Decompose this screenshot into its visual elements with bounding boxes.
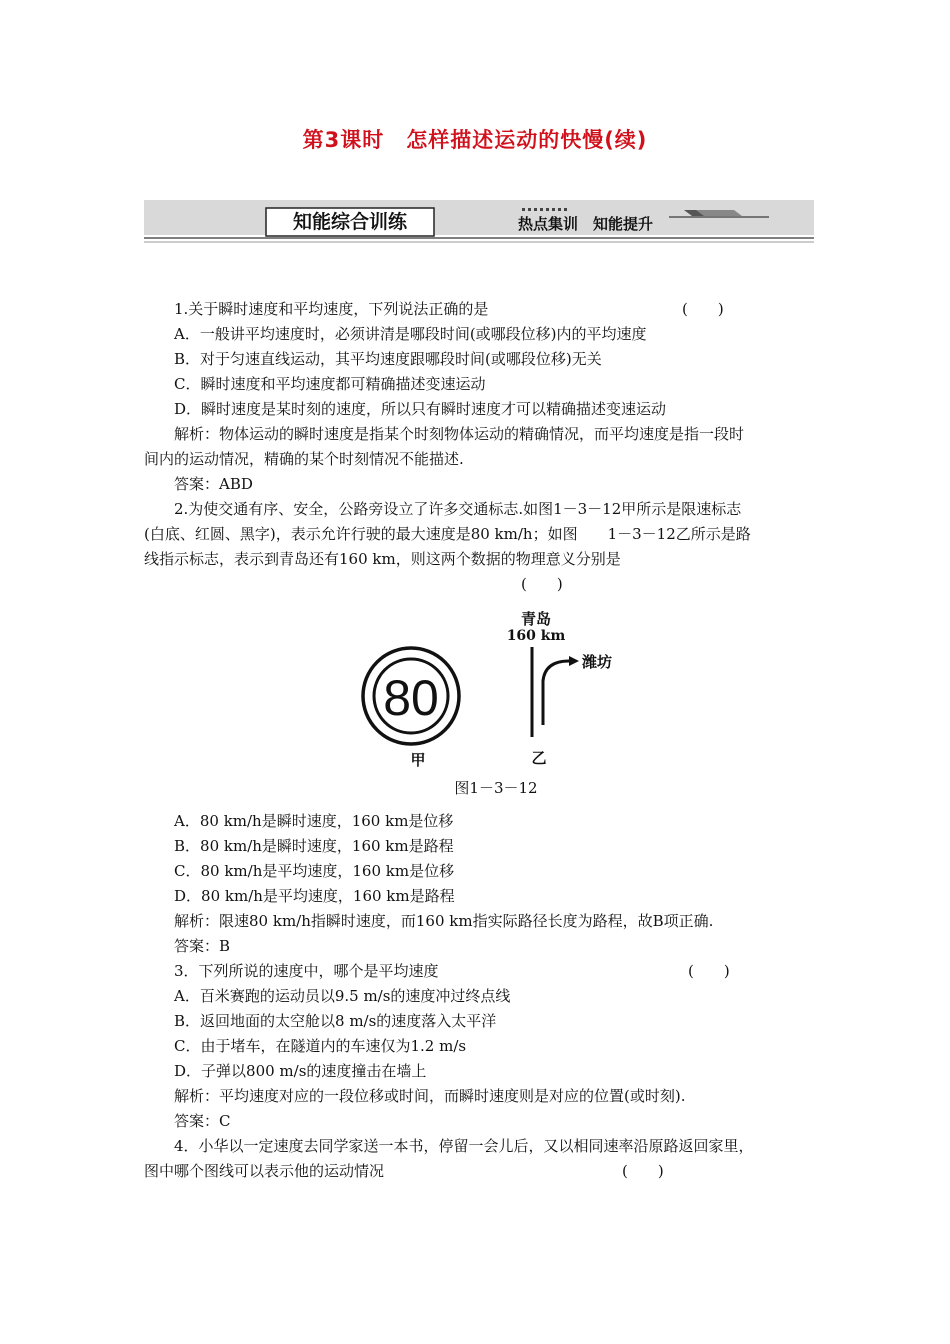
question-2-stem: 2.为使交通有序、安全，公路旁设立了许多交通标志.如图1－3－12甲所示是限速标志 <box>174 500 742 518</box>
q2-analysis: 解析：限速80 km/h指瞬时速度，而160 km指实际路径长度为路程，故B项正确. <box>174 912 714 930</box>
q2-option-b: B．80 km/h是瞬时速度，160 km是路程 <box>174 837 454 855</box>
banner-label: 知能综合训练 <box>292 211 407 233</box>
banner-background <box>144 200 814 244</box>
question-2-bracket-line <box>174 572 814 597</box>
q1-analysis: 解析：物体运动的瞬时速度是指某个时刻物体运动的精确情况，而平均速度是指一段时 <box>174 425 745 443</box>
q1-option-b: B．对于匀速直线运动，其平均速度跟哪段时间(或哪段位移)无关 <box>174 350 602 368</box>
q1-option-a: A．一般讲平均速度时，必须讲清是哪段时间(或哪段位移)内的平均速度 <box>174 325 647 343</box>
q1-option-d: D．瞬时速度是某时刻的速度，所以只有瞬时速度才可以精确描述变速运动 <box>174 400 667 418</box>
qingdao-label: 青岛 <box>520 610 552 628</box>
answer-bracket: ( ) <box>682 300 724 318</box>
q2-option-d: D．80 km/h是平均速度，160 km是路程 <box>174 887 455 905</box>
q3-option-b: B．返回地面的太空舱以8 m/s的速度落入太平洋 <box>174 1012 497 1030</box>
q3-option-d: D．子弹以800 m/s的速度撞击在墙上 <box>174 1062 427 1080</box>
question-2-stem-end: 线指示标志，表示到青岛还有160 km，则这两个数据的物理意义分别是 <box>144 550 621 568</box>
q2-option-a: A．80 km/h是瞬时速度，160 km是位移 <box>174 812 454 830</box>
figure-1-3-12 <box>174 597 814 809</box>
weifang-label: 潍坊 <box>582 653 613 671</box>
question-2-stem-cont: (白底、红圆、黑字)，表示允许行驶的最大速度是80 km/h；如图 1－3－12乙所示是路 <box>144 525 751 543</box>
route-sign <box>532 647 579 737</box>
q1-analysis-cont: 间内的运动情况，精确的某个时刻情况不能描述. <box>144 450 464 468</box>
q2-answer: 答案：B <box>174 937 231 955</box>
distance-label: 160 km <box>506 628 566 644</box>
question-4-stem-cont: 图中哪个图线可以表示他的运动情况 ( ) <box>144 1159 814 1184</box>
q3-option-a: A．百米赛跑的运动员以9.5 m/s的速度冲过终点线 <box>174 987 511 1005</box>
q3-option-c: C．由于堵车，在隧道内的车速仅为1.2 m/s <box>174 1037 467 1055</box>
banner-subtitle: 热点集训 知能提升 <box>518 215 654 233</box>
speed-limit-sign <box>363 648 459 744</box>
speed-limit-value: 80 <box>383 670 439 726</box>
answer-bracket: ( ) <box>688 962 730 980</box>
question-4-stem: 4．小华以一定速度去同学家送一本书，停留一会儿后，又以相同速率沿原路返回家里， <box>174 1137 754 1155</box>
question-1-stem: 1.关于瞬时速度和平均速度，下列说法正确的是 ( ) <box>174 297 814 322</box>
figure-caption: 图1－3－12 <box>454 779 538 797</box>
label-yi: 乙 <box>531 749 547 767</box>
answer-bracket: ( ) <box>521 575 563 593</box>
answer-bracket: ( ) <box>622 1162 664 1180</box>
q2-option-c: C．80 km/h是平均速度，160 km是位移 <box>174 862 455 880</box>
page-title: 第3课时 怎样描述运动的快慢(续) <box>302 128 648 152</box>
label-jia: 甲 <box>410 751 426 769</box>
exercise-content <box>144 297 814 1184</box>
question-3-stem: 3．下列所说的速度中，哪个是平均速度 ( ) <box>174 959 814 984</box>
traffic-signs-figure <box>174 597 814 809</box>
section-banner <box>144 200 814 244</box>
q3-answer: 答案：C <box>174 1112 231 1130</box>
q1-answer: 答案：ABD <box>174 475 253 493</box>
q3-analysis: 解析：平均速度对应的一段位移或时间，而瞬时速度则是对应的位置(或时刻). <box>174 1087 686 1105</box>
q1-option-c: C．瞬时速度和平均速度都可精确描述变速运动 <box>174 375 486 393</box>
